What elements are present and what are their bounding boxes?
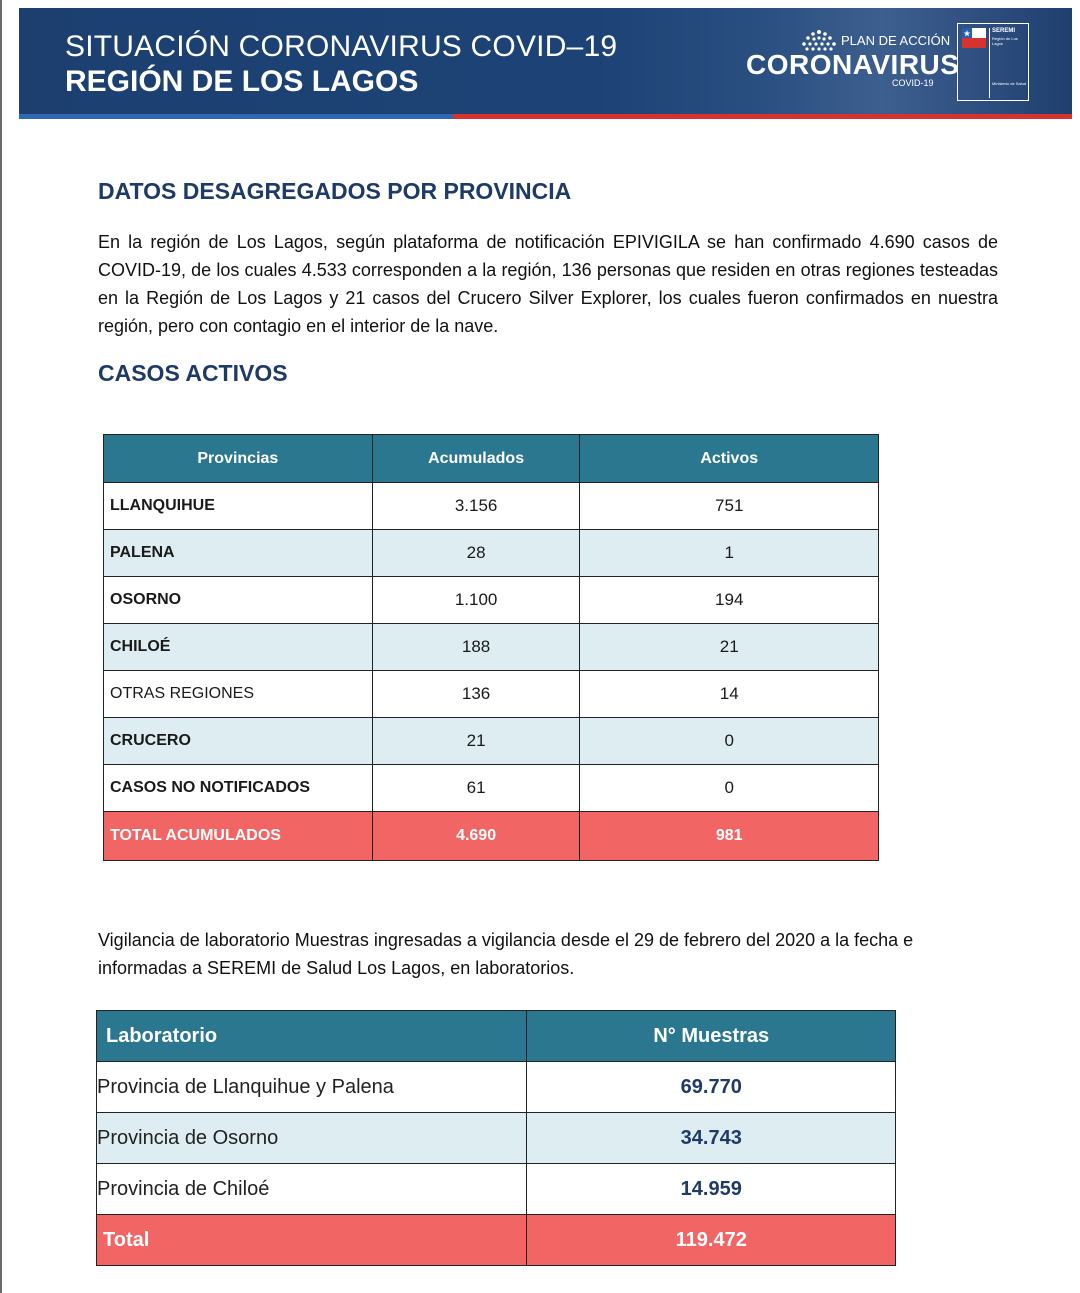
banner-stripe-red [453,114,1072,119]
chile-flag-icon [962,28,986,48]
column-header: Acumulados [372,435,580,483]
total-muestras: 119.472 [527,1215,896,1266]
banner-subtitle: REGIÓN DE LOS LAGOS [65,65,419,98]
provincia-cell: CASOS NO NOTIFICADOS [104,765,373,812]
intro-paragraph: En la región de Los Lagos, según plataforma de notificación EPIVIGILA se han confirmado 4.690 casos de COVID-19, de los cuales 4.533 corresponden a la región, 136 personas que residen en otras regiones testeadas en la Región de Los Lagos y 21 casos del Crucero Silver Explorer, los cuales fueron confirmados en nuestra región, pero con contagio en el interior de la nave. [98,232,998,336]
column-header: N° Muestras [527,1011,896,1062]
table-row [104,718,879,765]
seremi-divider [989,28,990,98]
acumulados-cell: 21 [372,718,580,765]
seremi-label: SEREMI [992,28,1016,34]
table-header-row [104,435,879,483]
column-header: Activos [580,435,879,483]
table-row [104,624,879,671]
table-row [97,1113,896,1164]
lab-paragraph: Vigilancia de laboratorio Muestras ingresadas a vigilancia desde el 29 de febrero del 2020 a la fecha e informadas a SEREMI de Salud Los Lagos, en laboratorios. [98,930,914,978]
table-total-row [97,1215,896,1266]
activos-cell: 751 [580,483,879,530]
activos-cell: 1 [580,530,879,577]
banner-title: SITUACIÓN CORONAVIRUS COVID–19 [65,30,618,63]
acumulados-cell: 28 [372,530,580,577]
laboratorio-cell: Provincia de Chiloé [97,1164,527,1215]
activos-cell: 0 [580,765,879,812]
section-heading-provincia: DATOS DESAGREGADOS POR PROVINCIA [98,178,572,204]
total-activos: 981 [580,812,879,861]
active-cases-table [103,434,879,861]
table-row [104,577,879,624]
total-label: TOTAL ACUMULADOS [104,812,373,861]
acumulados-cell: 3.156 [372,483,580,530]
acumulados-cell: 1.100 [372,577,580,624]
provincia-cell: CHILOÉ [104,624,373,671]
table-row [97,1062,896,1113]
table-header-row [97,1011,896,1062]
table-total-row [104,812,879,861]
plan-accion-label: PLAN DE ACCIÓN [841,33,951,48]
total-label: Total [97,1215,527,1266]
laboratorio-cell: Provincia de Llanquihue y Palena [97,1062,527,1113]
acumulados-cell: 136 [372,671,580,718]
seremi-logo [957,23,1029,101]
header-banner [19,8,1072,114]
provincia-cell: OSORNO [104,577,373,624]
muestras-cell: 34.743 [527,1113,896,1164]
table-row [104,483,879,530]
provincia-cell: CRUCERO [104,718,373,765]
acumulados-cell: 188 [372,624,580,671]
provincia-cell: LLANQUIHUE [104,483,373,530]
column-header: Laboratorio [97,1011,527,1062]
plan-accion-logo-icon [800,29,838,51]
table-row [104,765,879,812]
coronavirus-brand: CORONAVIRUS [746,49,960,80]
table-row [104,530,879,577]
table-row [104,671,879,718]
banner-stripe-blue [19,114,453,119]
acumulados-cell: 61 [372,765,580,812]
laboratory-table [96,1010,896,1266]
ministry-label: Ministerio de Salud [992,81,1027,86]
section-heading-activos: CASOS ACTIVOS [98,360,288,386]
activos-cell: 14 [580,671,879,718]
activos-cell: 21 [580,624,879,671]
seremi-region: Región de Los Lagos [992,36,1018,46]
total-acumulados: 4.690 [372,812,580,861]
provincia-cell: PALENA [104,530,373,577]
activos-cell: 194 [580,577,879,624]
provincia-cell: OTRAS REGIONES [104,671,373,718]
covid-sub-label: COVID-19 [892,78,934,88]
laboratorio-cell: Provincia de Osorno [97,1113,527,1164]
page-edge [0,0,2,1293]
column-header: Provincias [104,435,373,483]
activos-cell: 0 [580,718,879,765]
table-row [97,1164,896,1215]
muestras-cell: 69.770 [527,1062,896,1113]
muestras-cell: 14.959 [527,1164,896,1215]
